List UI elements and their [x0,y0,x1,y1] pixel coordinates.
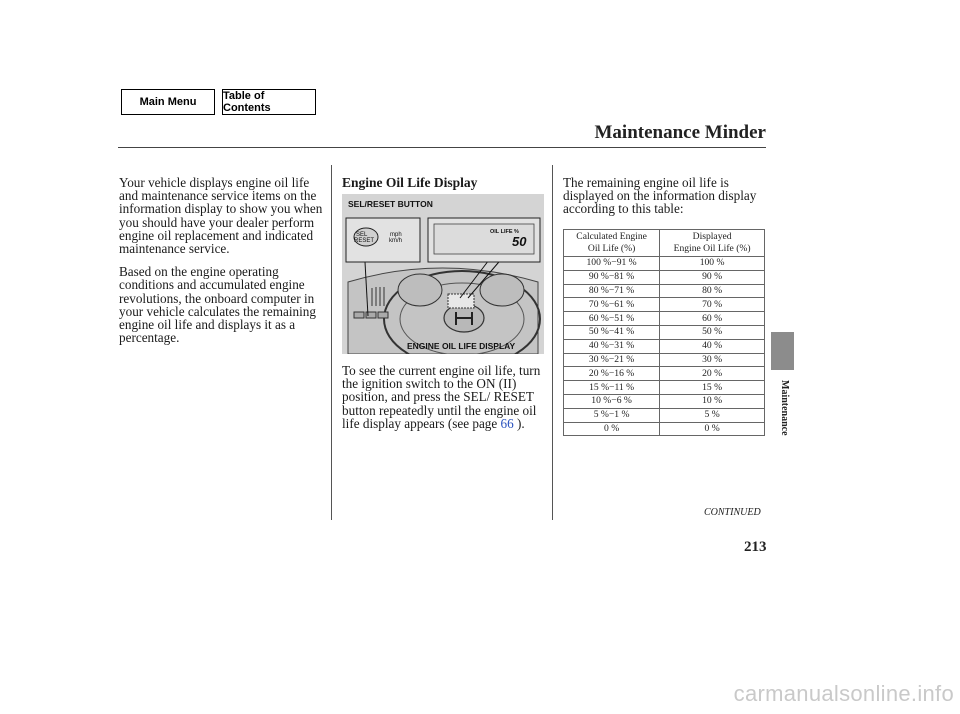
calculated-oil-life-cell: 60 %−51 % [564,312,660,326]
table-row [564,353,765,367]
dashboard-drawing [342,194,544,354]
table-intro: The remaining engine oil life is displayed on the information display according to this table: [563,175,757,217]
calculated-oil-life-cell: 10 %−6 % [564,394,660,408]
table-row [564,367,765,381]
calculated-oil-life-cell: 50 %−41 % [564,325,660,339]
sel-text: SEL [356,232,368,238]
displayed-oil-life-cell: 0 % [660,422,765,436]
section-tab-label: Maintenance [779,380,790,436]
table-row [564,325,765,339]
calculated-oil-life-cell: 0 % [564,422,660,436]
displayed-oil-life-cell: 50 % [660,325,765,339]
table-row [564,257,765,271]
table-row [564,394,765,408]
page-66-link[interactable]: 66 [500,415,514,431]
calculated-oil-life-cell: 100 %−91 % [564,257,660,271]
page-number: 213 [744,539,767,555]
oil-life-instructions [342,364,547,430]
table-row [564,408,765,422]
kmh-text: km/h [389,238,403,244]
calculated-oil-life-cell: 15 %−11 % [564,381,660,395]
table-header-calculated: Calculated Engine Oil Life (%) [564,230,660,257]
displayed-oil-life-cell: 5 % [660,408,765,422]
table-row [564,284,765,298]
table-row [564,422,765,436]
paragraph-onboard-computer: Based on the engine operating conditions and accumulated engine revolutions, the onboard computer in your vehicle calculates the remaining engine oil life and displays it as a percentage. [119,264,316,346]
continued-label: CONTINUED [704,507,761,518]
instructions-end: ). [517,415,525,431]
engine-oil-life-display-label: ENGINE OIL LIFE DISPLAY [407,341,516,351]
oil-life-indicator-text: OIL LIFE % [490,229,519,235]
reset-text: RESET [354,238,375,244]
calculated-oil-life-cell: 30 %−21 % [564,353,660,367]
column-divider-right [552,165,553,520]
displayed-oil-life-cell: 30 % [660,353,765,367]
main-menu-button[interactable]: Main Menu [121,89,215,115]
displayed-oil-life-cell: 60 % [660,312,765,326]
table-row [564,312,765,326]
watermark: carmanualsonline.info [733,681,954,706]
column-divider-left [331,165,332,520]
dashboard-illustration [342,194,544,354]
displayed-oil-life-cell: 10 % [660,394,765,408]
mph-text: mph [390,232,402,238]
displayed-oil-life-cell: 80 % [660,284,765,298]
table-row [564,270,765,284]
page-title: Maintenance Minder [594,122,766,143]
displayed-oil-life-cell: 20 % [660,367,765,381]
section-title: Engine Oil Life Display [342,175,478,190]
displayed-oil-life-cell: 90 % [660,270,765,284]
table-row [564,339,765,353]
header-rule [118,147,766,148]
displayed-oil-life-cell: 70 % [660,298,765,312]
calculated-oil-life-cell: 90 %−81 % [564,270,660,284]
table-row [564,298,765,312]
calculated-oil-life-cell: 70 %−61 % [564,298,660,312]
section-tab-marker [771,332,794,370]
paragraph-oil-life-intro: Your vehicle displays engine oil life and maintenance service items on the information display to show you when you should have your dealer perform engine oil replacement and indicated maintenance service. [119,175,323,257]
calculated-oil-life-cell: 20 %−16 % [564,367,660,381]
displayed-oil-life-cell: 15 % [660,381,765,395]
left-column [119,176,324,354]
instructions-text: To see the current engine oil life, turn the ignition switch to the ON (II) position, and press the SEL/ RESET button repeatedly until the engine oil life display appears (see page [342,363,541,431]
displayed-oil-life-cell: 100 % [660,257,765,271]
table-row [564,381,765,395]
displayed-oil-life-cell: 40 % [660,339,765,353]
calculated-oil-life-cell: 40 %−31 % [564,339,660,353]
oil-life-digits: 50 [512,234,527,249]
table-of-contents-button[interactable]: Table of Contents [222,89,316,115]
calculated-oil-life-cell: 5 %−1 % [564,408,660,422]
calculated-oil-life-cell: 80 %−71 % [564,284,660,298]
oil-life-table [563,229,765,436]
sel-reset-button-label: SEL/RESET BUTTON [348,199,433,209]
table-header-displayed: Displayed Engine Oil Life (%) [660,230,765,257]
